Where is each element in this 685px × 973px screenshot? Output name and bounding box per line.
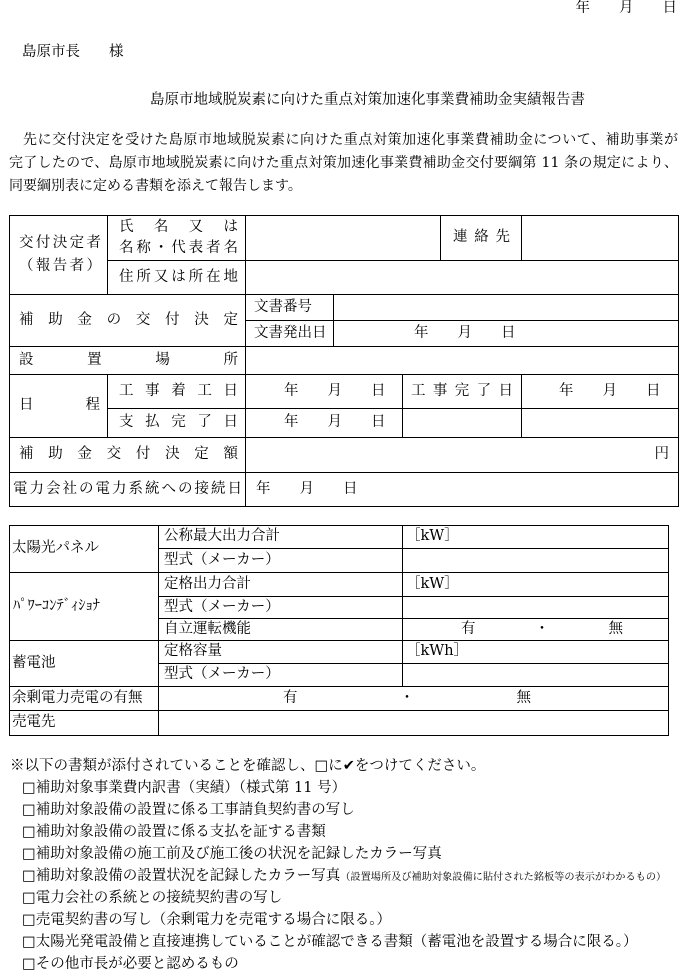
payment-complete-value-field[interactable]: 年 月 日 [246, 409, 403, 438]
table-row [10, 295, 679, 321]
checklist-item-label: 補助対象設備の設置に係る支払を証する書類 [35, 824, 326, 840]
checklist-item-label: 売電契約書の写し（余剰電力を売電する場合に限る。） [35, 912, 391, 928]
standalone-options [461, 621, 623, 638]
schedule-label: 日 程 [10, 375, 108, 438]
table-row [10, 347, 679, 375]
standalone-operation-label: 自立運転機能 [159, 619, 403, 641]
checkbox[interactable]: □ [22, 868, 36, 884]
name-value-field[interactable] [246, 216, 441, 261]
pcs-output-label: 定格出力合計 [159, 573, 403, 597]
checklist-item-label: その他市長が必要と認めるもの [35, 956, 239, 972]
construction-start-label: 工 事 着 工 日 [108, 375, 246, 409]
installation-site-label: 設 置 場 所 [10, 347, 246, 375]
solar-model-field[interactable] [403, 549, 669, 573]
battery-capacity-label: 定格容量 [159, 641, 403, 664]
checklist-item-label: 補助対象設備の施工前及び施工後の状況を記録したカラー写真 [35, 846, 442, 862]
checklist-item-label: 電力会社の系統との接続契約書の写し [35, 890, 283, 906]
surplus-sale-field[interactable] [159, 687, 669, 711]
contact-label: 連 絡 先 [441, 216, 522, 261]
table-row [10, 573, 669, 597]
grantee-label [10, 216, 108, 295]
address-value-field[interactable] [246, 261, 679, 295]
checklist-item-note: （設置場所及び補助対象設備に貼付された銘板等の表示がわかるもの） [340, 872, 667, 883]
checklist-item [9, 825, 685, 840]
contact-value-field[interactable] [522, 216, 679, 261]
table-row [10, 526, 669, 549]
option-no[interactable]: 無 [516, 689, 531, 706]
surplus-sale-options [283, 690, 531, 707]
equipment-table [9, 525, 669, 736]
checklist-item [9, 803, 685, 818]
statement-line-1: 先に交付決定を受けた島原市地域脱炭素に向けた重点対策加速化事業費補助金について、補助事業が [23, 132, 678, 148]
doc-number-label: 文書番号 [246, 295, 334, 321]
battery-model-field[interactable] [403, 664, 669, 687]
option-separator: ・ [534, 620, 550, 637]
table-row [10, 687, 669, 711]
table-row [10, 375, 679, 409]
report-table [9, 215, 679, 507]
statement-line-3: 同要綱別表に定める書類を添えて報告します。 [9, 178, 302, 194]
table-row [10, 261, 679, 295]
grid-connection-label: 電力会社の電力系統への接続日 [10, 473, 246, 507]
name-label [108, 216, 246, 261]
name-label-line-1: 氏 名 又 は [119, 219, 238, 236]
checkbox[interactable]: □ [22, 956, 36, 972]
table-row [10, 711, 669, 736]
payment-complete-label: 支 払 完 了 日 [108, 409, 246, 438]
grantee-label-line-2: （報告者） [19, 258, 101, 274]
table-row [10, 438, 679, 473]
checklist-item-label: 補助対象設備の設置に係る工事請負契約書の写し [35, 802, 355, 818]
table-row [10, 409, 679, 438]
pcs-model-field[interactable] [403, 597, 669, 619]
power-buyer-label: 売電先 [10, 711, 159, 736]
report-date: 年 月 日 [575, 0, 677, 16]
name-label-line-2: 名称・代表者名 [119, 239, 238, 256]
checklist-item-label: 太陽光発電設備と直接連携していることが確認できる書類（蓄電池を設置する場合に限る。） [35, 934, 638, 950]
solar-output-field[interactable]: ［kW］ [403, 526, 669, 549]
grid-connection-value-field[interactable]: 年 月 日 [246, 473, 679, 507]
statement-line-2: 完了したので、島原市地域脱炭素に向けた重点対策加速化事業費補助金交付要綱第 11 条の規定により、 [9, 155, 678, 171]
checkbox[interactable]: □ [22, 824, 36, 840]
pcs-model-label: 型式（メーカー） [159, 597, 403, 619]
checkbox[interactable]: □ [22, 780, 36, 796]
grant-amount-value-field[interactable]: 円 [246, 438, 679, 473]
attachment-checklist [9, 759, 685, 972]
option-separator: ・ [399, 689, 415, 706]
checkbox[interactable]: □ [22, 890, 36, 906]
power-buyer-field[interactable] [159, 711, 669, 736]
option-no[interactable]: 無 [608, 620, 623, 637]
checkbox[interactable]: □ [22, 846, 36, 862]
installation-site-value-field[interactable] [246, 347, 679, 375]
battery-model-label: 型式（メーカー） [159, 664, 403, 687]
table-row [10, 473, 679, 507]
option-yes[interactable]: 有 [283, 689, 298, 706]
addressee: 島原市長 様 [22, 44, 124, 60]
checkbox[interactable]: □ [22, 934, 36, 950]
document-title: 島原市地域脱炭素に向けた重点対策加速化事業費補助金実績報告書 [150, 92, 585, 108]
battery-label: 蓄電池 [10, 641, 159, 687]
solar-panel-label: 太陽光パネル [10, 526, 159, 573]
schedule-blank-cell [403, 409, 522, 438]
grant-decision-label: 補 助 金 の 交 付 決 定 [10, 295, 246, 347]
pcs-output-field[interactable]: ［kW］ [403, 573, 669, 597]
power-conditioner-label: ﾊﾟﾜｰｺﾝﾃﾞｨｼｮﾅ [10, 573, 159, 641]
grantee-label-line-1: 交付決定者 [19, 234, 101, 251]
construction-end-value-field[interactable]: 年 月 日 [522, 375, 679, 409]
checkbox[interactable]: □ [22, 912, 36, 928]
report-statement [9, 129, 678, 198]
schedule-blank-cell [522, 409, 679, 438]
solar-model-label: 型式（メーカー） [159, 549, 403, 573]
checklist-item [9, 781, 685, 796]
construction-end-label: 工 事 完 了 日 [403, 375, 522, 409]
doc-date-value-field[interactable]: 年 月 日 [334, 321, 679, 347]
checklist-item [9, 869, 685, 884]
checklist-item-label: 補助対象事業費内訳書（実績）（様式第 11 号） [35, 780, 347, 796]
construction-start-value-field[interactable]: 年 月 日 [246, 375, 403, 409]
checklist-item [9, 891, 685, 906]
solar-output-label: 公称最大出力合計 [159, 526, 403, 549]
battery-capacity-field[interactable]: ［kWh］ [403, 641, 669, 664]
doc-date-label: 文書発出日 [246, 321, 334, 347]
standalone-operation-field[interactable] [403, 619, 669, 641]
checkbox[interactable]: □ [22, 802, 36, 818]
checklist-item-label: 補助対象設備の設置状況を記録したカラー写真 [35, 868, 341, 884]
surplus-sale-label: 余剰電力売電の有無 [10, 687, 159, 711]
checklist-item [9, 847, 685, 862]
checklist-item [9, 957, 685, 972]
table-row [10, 641, 669, 664]
checklist-item [9, 913, 685, 928]
doc-number-value-field[interactable] [334, 295, 679, 321]
address-label: 住所又は所在地 [108, 261, 246, 295]
grant-amount-label: 補 助 金 交 付 決 定 額 [10, 438, 246, 473]
table-row [10, 216, 679, 261]
option-yes[interactable]: 有 [461, 620, 476, 637]
checklist-note: ※以下の書類が添付されていることを確認し、□に✔をつけてください。 [10, 758, 486, 774]
checklist-item [9, 935, 685, 950]
